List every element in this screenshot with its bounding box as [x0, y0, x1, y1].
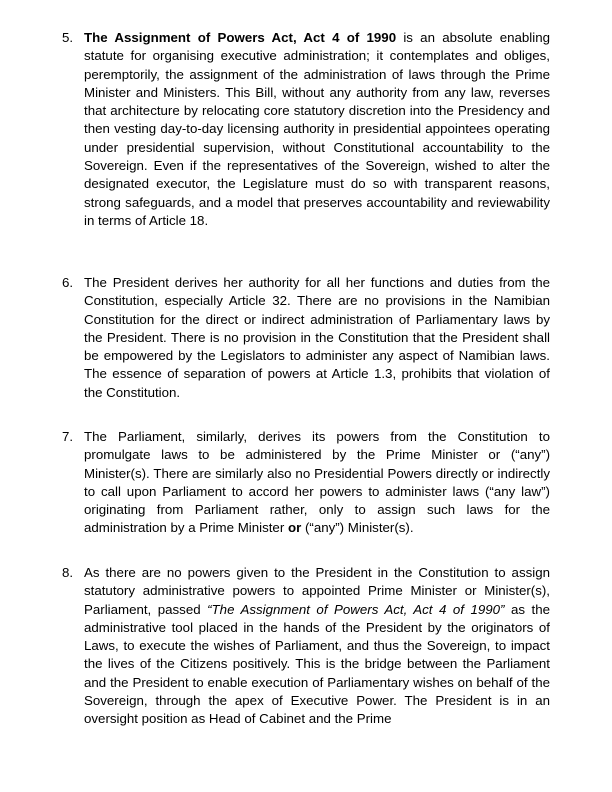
paragraph-text — [84, 564, 550, 729]
paragraph-body: The Parliament, similarly, derives its powers from the Constitution to promulgate laws to be administered by the Prime Minister or (“any”) Minister(s). There are similarly also no Presidential Powers directly or indirectly to call upon Parliament to accord her powers to administer laws (“any law”) originating from Parliament rather, only to assign such laws for the administration by a Prime Minister — [84, 429, 550, 536]
paragraph-7 — [62, 428, 550, 538]
paragraph-body-end: (“any”) Minister(s). — [301, 520, 414, 536]
paragraph-number: 7. — [62, 429, 74, 444]
bold-or: or — [287, 520, 302, 536]
paragraph-body: As there are no powers given to the President in the Constitution to assign statutory administrative powers to appointed Prime Minister or Minister(s), Parliament, passed — [84, 565, 550, 617]
paragraph-text — [84, 29, 550, 230]
act-title-bold: The Assignment of Powers Act, Act 4 of 1990 — [84, 30, 397, 45]
paragraph-6 — [62, 274, 550, 402]
act-title-italic: “The Assignment of Powers Act, Act 4 of 1990” — [207, 601, 505, 617]
paragraph-text: The President derives her authority for all her functions and duties from the Constitution, especially Article 32. There are no provisions in the Namibian Constitution for the direct or indirect administration of Parliamentary laws by the President. There is no provision in the Constitution that the President shall be empowered by the Legislators to administer any aspect of Namibian laws. The essence of separation of powers at Article 1.3, prohibits that violation of the Constitution. — [84, 275, 550, 400]
paragraph-body: is an absolute enabling statute for organising executive administration; it contemplates and obliges, peremptorily, the assignment of the administration of laws through the Prime Minister and Ministers. This Bill, without any authority from any law, reverses that architecture by relocating core statutory discretion into the Presidency and then vesting day-to-day licensing authority in presidential appointees operating under presidential supervision, without Constitutional accountability to the Sovereign. Even if the representatives of the Sovereign, wished to alter the designated executor, the Legislature must do so with transparent reasons, strong safeguards, and a model that preserves accountability and reviewability in terms of Article 18. — [84, 30, 550, 228]
paragraph-body-end: as the administrative tool placed in the hands of the President by the originators of Laws, to execute the wishes of Parliament, and thus the Sovereign, to impact the lives of the Citizens positively. This is the bridge between the Parliament and the President to enable execution of Parliamentary wishes on behalf of the Sovereign, through the apex of Executive Power. The President is in an oversight position as Head of Cabinet and the Prime — [84, 601, 550, 727]
paragraph-number: 5. — [62, 30, 74, 45]
paragraph-8 — [62, 564, 550, 729]
paragraph-5 — [62, 29, 550, 230]
paragraph-number: 8. — [62, 565, 74, 580]
paragraph-number: 6. — [62, 275, 74, 290]
paragraph-text — [84, 428, 550, 538]
